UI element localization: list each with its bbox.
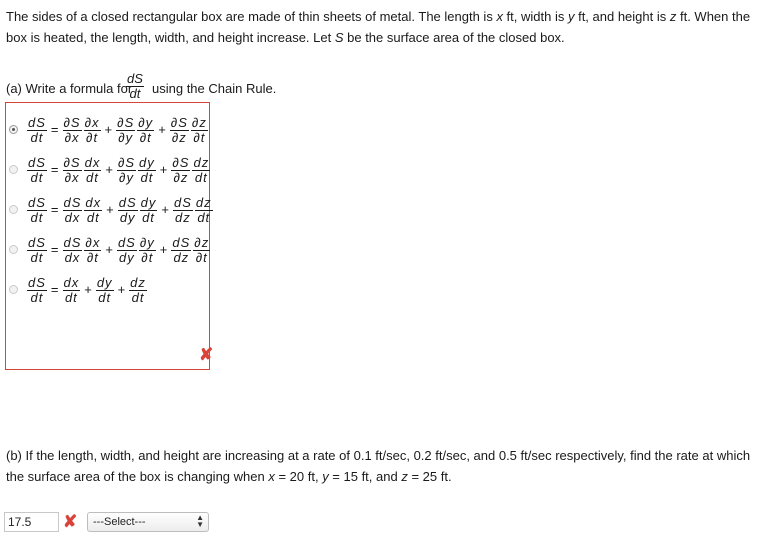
equals-sign: = [50,281,59,297]
fraction-numerator: ∂S [117,154,136,170]
fraction-denominator: ∂t [86,129,99,145]
choice-formula [26,153,211,187]
fraction-numerator: ∂S [63,154,81,170]
equals-sign: = [50,121,59,137]
fraction [171,156,190,185]
fraction-denominator: ∂y [118,129,134,145]
fraction-denominator: ∂t [193,129,206,145]
fraction-denominator: ∂t [139,129,152,145]
fraction [137,116,154,145]
fraction-denominator: ∂t [86,249,99,265]
fraction [129,276,147,305]
fraction [193,236,210,265]
fraction-numerator: ∂y [139,234,155,250]
fraction-numerator: dS [28,274,46,290]
plus-sign: + [117,281,126,297]
equals-sign: = [50,241,59,257]
plus-sign: + [84,281,92,297]
fraction [27,276,47,305]
fraction-numerator: dy [139,154,155,170]
plus-sign: + [161,201,169,217]
fraction [195,196,213,225]
var-s: S [334,30,344,45]
part-a-label: (a) Write a formula for [6,81,133,96]
fraction-denominator: ∂t [141,249,154,265]
plus-sign: + [105,161,113,177]
fraction-denominator: dt [129,86,141,101]
fraction-denominator: dt [197,209,211,225]
radio-button[interactable] [9,125,18,134]
select-arrows-icon: ▲ ▼ [196,513,204,529]
fraction-numerator: dy [140,194,157,210]
fraction-denominator: dt [194,169,208,185]
fraction [173,196,193,225]
choice-option-3[interactable] [6,193,212,227]
fraction-denominator: dx [64,209,81,225]
fraction-numerator: dx [63,274,80,290]
plus-sign: + [158,121,166,137]
equals-sign: = [50,201,59,217]
fraction-numerator: dS [28,114,46,130]
var-x: x [268,469,275,484]
fraction-numerator: ∂S [172,154,190,170]
fraction-numerator: dS [28,194,46,210]
fraction-numerator: dS [118,194,137,210]
fraction-denominator: dt [140,169,154,185]
question-intro [6,6,766,48]
var-z: z [401,469,408,484]
fraction-denominator: ∂x [64,169,80,185]
plus-sign: + [159,161,168,177]
fraction-numerator: dS [173,194,192,210]
choice-option-2[interactable] [6,153,210,187]
intro-text: ft. When the box is heated, the length, width, and height increase. Let [6,9,751,45]
fraction-denominator: dz [175,209,191,225]
fraction [27,196,47,225]
fraction [171,236,191,265]
fraction-denominator: dx [64,249,81,265]
fraction-denominator: dt [98,289,112,305]
fraction [118,196,138,225]
fraction [117,236,137,265]
fraction-numerator: dz [130,274,146,290]
radio-button[interactable] [9,205,18,214]
fraction [116,116,135,145]
fraction [117,156,136,185]
fraction [191,116,208,145]
unit-select-value: ---Select--- [93,516,146,528]
part-b-text: (b) If the length, width, and height are increasing at a rate of 0.1 ft/sec, 0.2 ft/sec, and 0.5 ft/sec respectively, find the rate at which the surface area of the box is changing when [6,448,751,484]
fraction-denominator: dy [119,249,135,265]
intro-text: ft, width is [502,9,568,24]
radio-button[interactable] [9,245,18,254]
fraction [84,196,102,225]
part-b-text: = 15 ft, and [328,469,402,484]
fraction [96,276,114,305]
choice-formula [26,193,214,227]
fraction-numerator: dz [195,194,212,210]
fraction-numerator: ∂x [85,234,101,250]
fraction [27,116,47,145]
fraction-numerator: ∂S [63,114,81,130]
fraction-denominator: dt [142,209,155,225]
part-b-text: = 25 ft. [407,469,452,484]
fraction-denominator: dt [86,169,99,185]
fraction [140,196,158,225]
fraction-numerator: dz [193,154,210,170]
fraction-numerator: ∂z [194,234,210,250]
var-z: z [669,9,677,24]
fraction [138,156,156,185]
radio-button[interactable] [9,285,18,294]
fraction [139,236,156,265]
fraction-numerator: ∂S [170,114,188,130]
fraction-denominator: ∂z [173,169,189,185]
choice-option-1[interactable] [6,113,206,147]
fraction-denominator: dy [119,209,136,225]
fraction-denominator: ∂x [64,129,80,145]
fraction-numerator: dS [28,234,46,250]
radio-button[interactable] [9,165,18,174]
incorrect-icon: ✘ [63,512,78,531]
fraction-numerator: dS [172,234,191,250]
plus-sign: + [104,121,113,137]
part-b-text: = 20 ft, [274,469,323,484]
fraction-numerator: ∂y [138,114,154,130]
intro-text: ft, and height is [574,9,670,24]
choice-option-5[interactable] [6,273,206,307]
fraction-numerator: dS [63,194,82,210]
plus-sign: + [105,241,113,257]
fraction-numerator: ∂x [84,114,100,130]
choice-formula [26,233,211,267]
fraction-denominator: dz [173,249,190,265]
fraction-numerator: dS [117,234,136,250]
fraction-numerator: dS [127,71,143,86]
ds-dt-fraction [126,72,144,101]
var-y: y [322,469,329,484]
fraction-denominator: dt [30,129,44,145]
part-b-prompt [6,445,766,487]
fraction-denominator: dt [131,289,145,305]
answer-choices [5,102,214,370]
fraction [63,116,82,145]
fraction-numerator: dx [84,154,101,170]
fraction [192,156,210,185]
fraction [27,236,47,265]
fraction [63,276,81,305]
unit-select[interactable] [87,512,209,532]
fraction-denominator: ∂y [119,169,134,185]
fraction-numerator: ∂z [191,114,207,130]
fraction [84,116,101,145]
fraction [63,156,82,185]
var-x: x [496,9,503,24]
fraction-denominator: ∂z [171,129,187,145]
part-a-suffix: using the Chain Rule. [152,81,277,96]
fraction-denominator: dt [30,289,44,305]
fraction [170,116,189,145]
fraction-numerator: ∂S [117,114,135,130]
fraction [27,156,47,185]
fraction-numerator: dS [63,234,82,250]
fraction-numerator: dx [85,194,102,210]
fraction-numerator: dy [96,274,113,290]
fraction [84,156,102,185]
plus-sign: + [106,201,114,217]
intro-text: The sides of a closed rectangular box are made of thin sheets of metal. The length is [6,9,497,24]
fraction [84,236,101,265]
equals-sign: = [50,161,59,177]
fraction-denominator: ∂t [195,249,208,265]
incorrect-icon: ✘ [199,345,214,364]
fraction-denominator: dt [30,209,44,225]
intro-text: be the surface area of the closed box. [343,30,565,45]
choice-formula [26,113,209,147]
fraction-denominator: dt [86,209,100,225]
fraction [63,236,83,265]
choice-option-4[interactable] [6,233,210,267]
part-a-prompt [6,72,766,102]
fraction [63,196,83,225]
fraction-numerator: dS [28,154,46,170]
var-y: y [567,9,575,24]
choice-formula [26,273,148,307]
fraction-denominator: dt [64,289,78,305]
fraction-denominator: dt [30,169,44,185]
plus-sign: + [159,241,168,257]
fraction-denominator: dt [30,249,44,265]
answer-input[interactable] [4,512,59,532]
